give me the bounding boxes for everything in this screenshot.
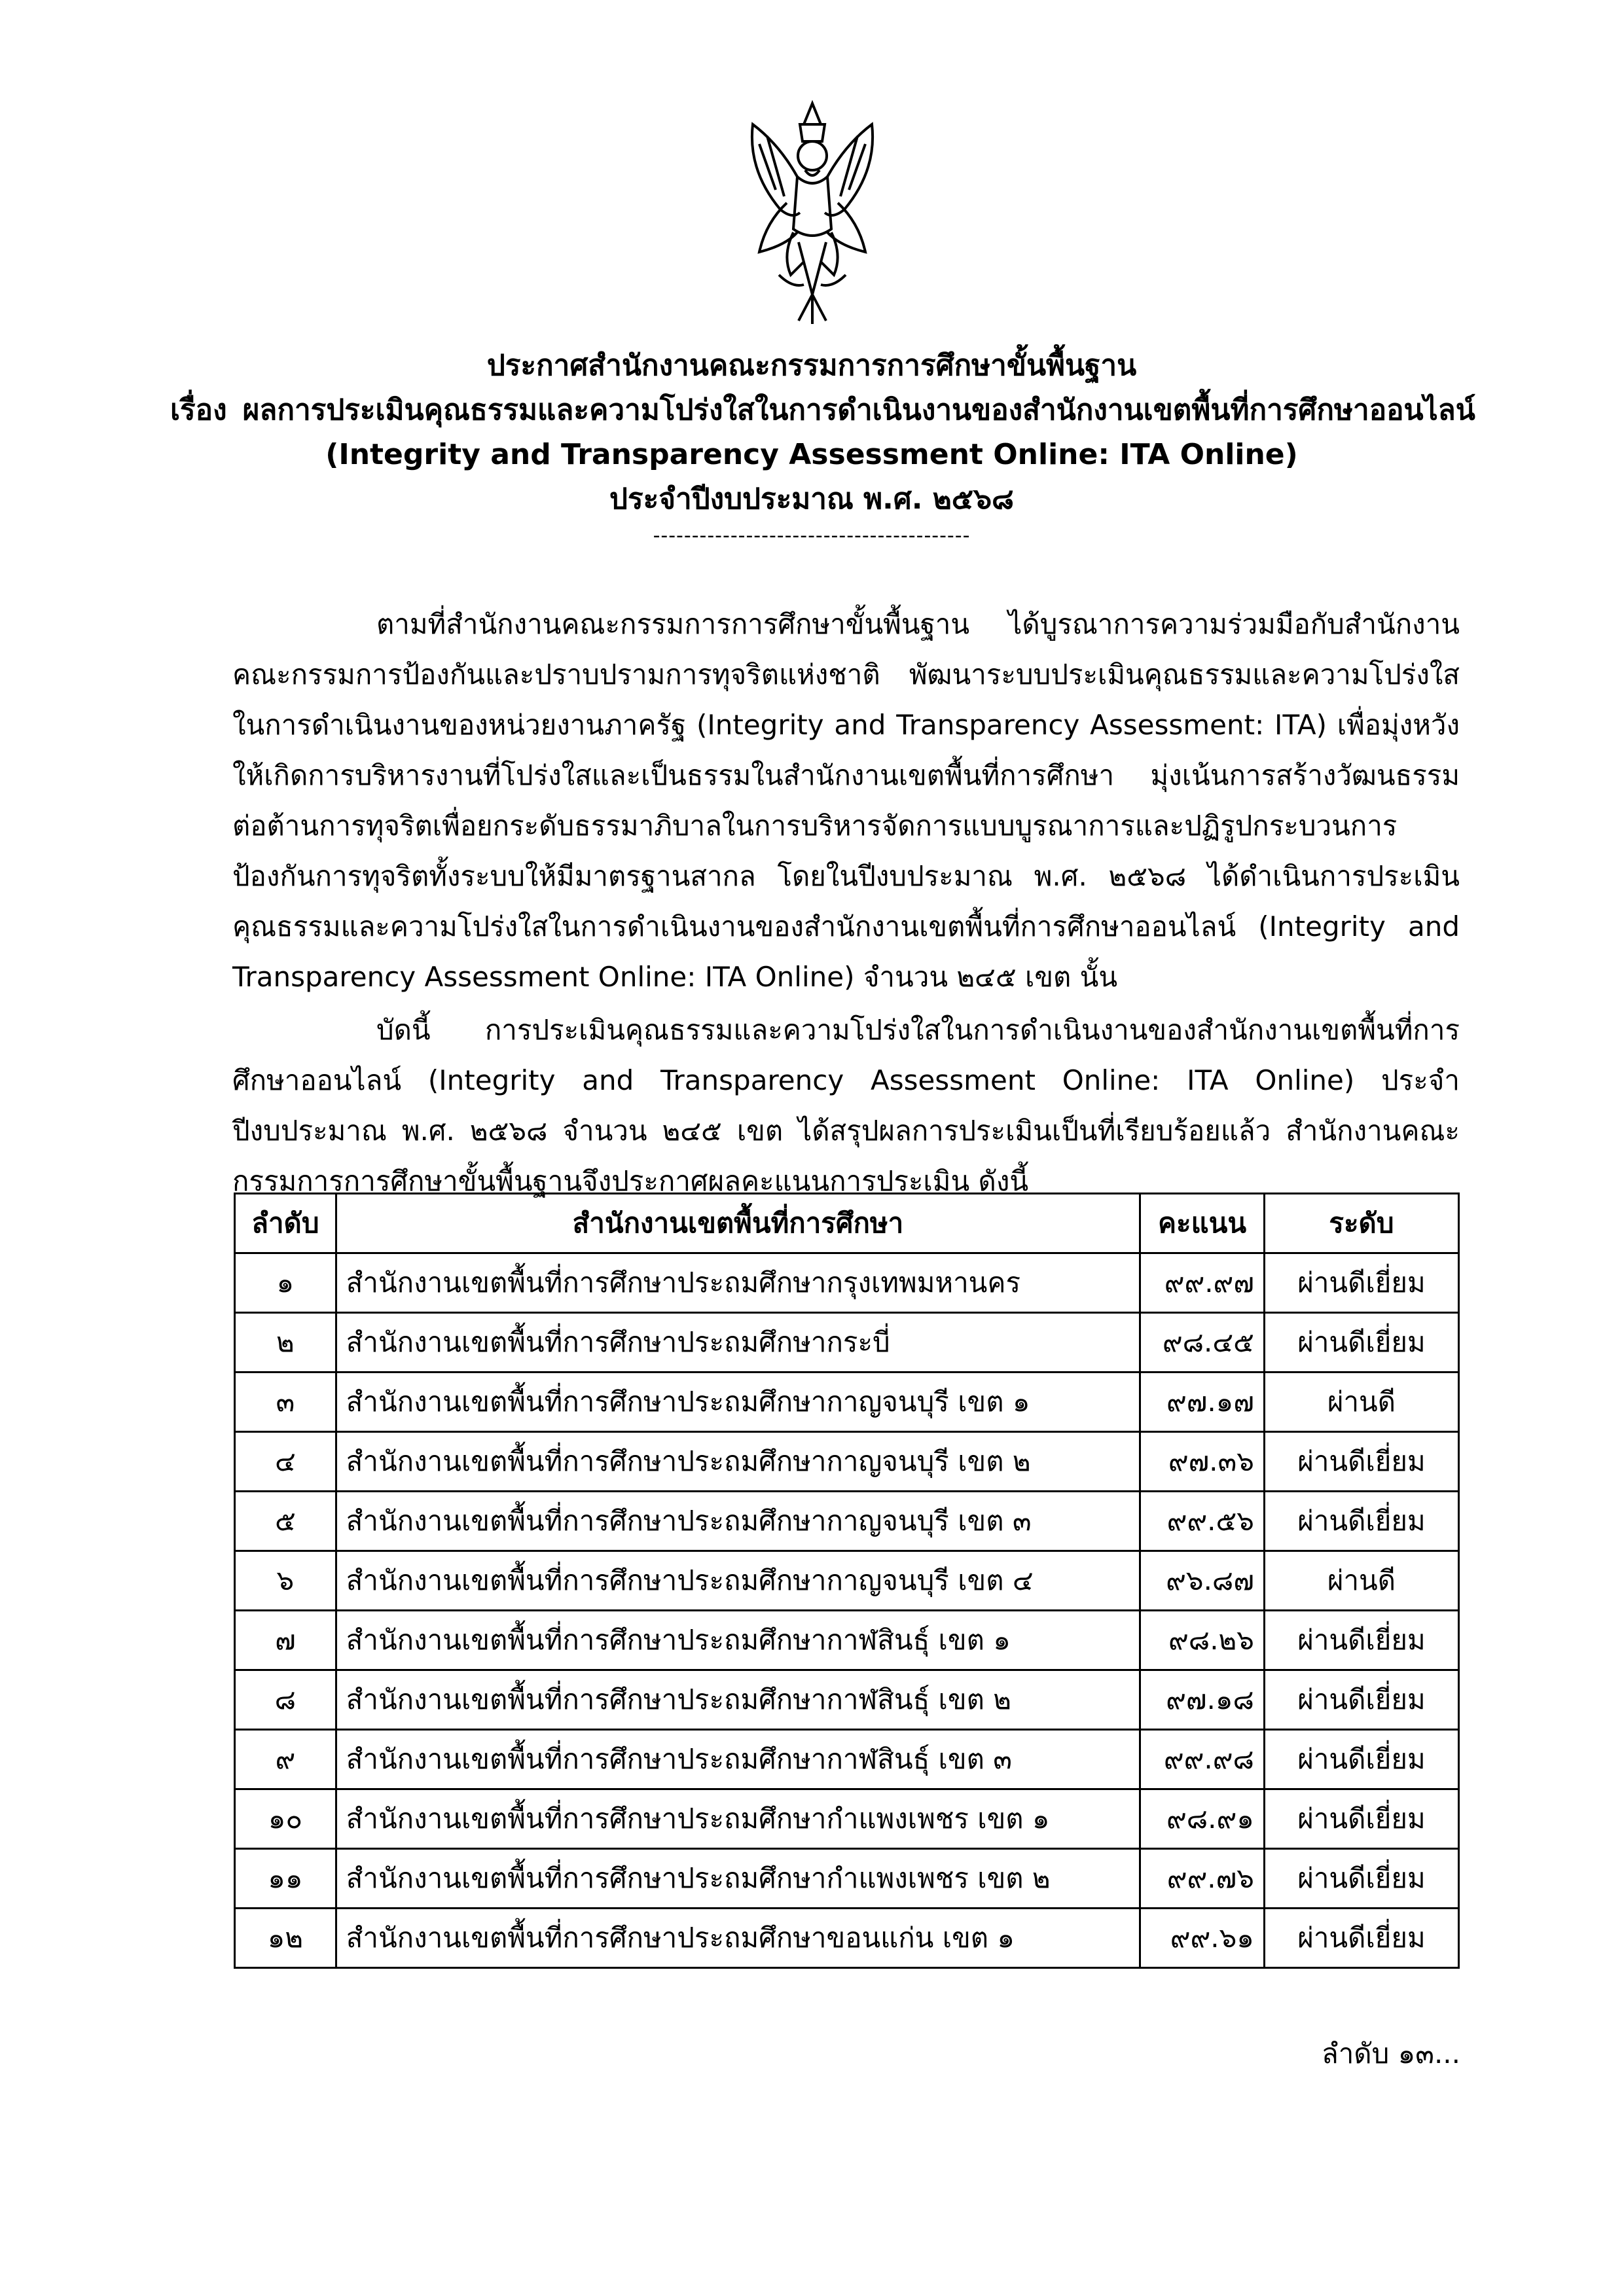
row-organization: สำนักงานเขตพื้นที่การศึกษาประถมศึกษากาญจนบุรี เขต ๔ — [336, 1551, 1140, 1611]
table-row — [235, 1253, 1459, 1313]
row-number: ๕ — [235, 1492, 336, 1551]
table-row — [235, 1909, 1459, 1968]
table-header-row — [235, 1194, 1459, 1253]
header-score: คะแนน — [1140, 1194, 1265, 1253]
row-score: ๙๙.๖๑ — [1140, 1909, 1265, 1968]
row-score: ๙๗.๑๗ — [1140, 1372, 1265, 1432]
row-organization: สำนักงานเขตพื้นที่การศึกษาประถมศึกษากาฬสินธุ์ เขต ๓ — [336, 1730, 1140, 1789]
table-row — [235, 1611, 1459, 1670]
row-score: ๙๙.๗๖ — [1140, 1849, 1265, 1909]
subject-english: (Integrity and Transparency Assessment Online: ITA Online) — [325, 438, 1298, 471]
paragraph-2-text: บัดนี้ การประเมินคุณธรรมและความโปร่งใสในการดำเนินงานของสำนักงานเขตพื้นที่การศึกษาออนไลน์ (Integrity and Transparency Assessment Online: ITA Online) ประจำปีงบประมาณ พ.ศ. ๒๕๖๘ จำนวน ๒๔๕ เขต ได้สรุปผลการประเมินเป็นที่เรียบร้อยแล้ว สำนักงานคณะกรรมการการศึกษาขั้นพื้นฐานจึงประกาศผลคะแนนการประเมิน ดังนี้ — [232, 1014, 1460, 1197]
header-organization: สำนักงานเขตพื้นที่การศึกษา — [336, 1194, 1140, 1253]
garuda-emblem-icon — [740, 98, 885, 327]
results-table — [234, 1193, 1460, 1969]
row-score: ๙๘.๙๑ — [1140, 1789, 1265, 1849]
row-number: ๒ — [235, 1313, 336, 1372]
row-number: ๑๑ — [235, 1849, 336, 1909]
row-organization: สำนักงานเขตพื้นที่การศึกษาประถมศึกษากาฬสินธุ์ เขต ๑ — [336, 1611, 1140, 1670]
row-organization: สำนักงานเขตพื้นที่การศึกษาประถมศึกษากรุงเทพมหานคร — [336, 1253, 1140, 1313]
header-level: ระดับ — [1264, 1194, 1458, 1253]
row-level: ผ่านดีเยี่ยม — [1264, 1909, 1458, 1968]
table-row — [235, 1551, 1459, 1611]
table-row — [235, 1849, 1459, 1909]
subject-label: เรื่อง — [170, 393, 227, 427]
row-number: ๖ — [235, 1551, 336, 1611]
subject-text: ผลการประเมินคุณธรรมและความโปร่งใสในการดำเนินงานของสำนักงานเขตพื้นที่การศึกษาออนไลน์ — [242, 393, 1475, 427]
row-score: ๙๘.๔๕ — [1140, 1313, 1265, 1372]
row-score: ๙๗.๓๖ — [1140, 1432, 1265, 1492]
title-line-1: ประกาศสำนักงานคณะกรรมการการศึกษาขั้นพื้นฐาน — [486, 349, 1137, 382]
row-organization: สำนักงานเขตพื้นที่การศึกษาประถมศึกษากำแพงเพชร เขต ๒ — [336, 1849, 1140, 1909]
announcement-title — [170, 344, 1475, 550]
row-level: ผ่านดีเยี่ยม — [1264, 1492, 1458, 1551]
row-organization: สำนักงานเขตพื้นที่การศึกษาประถมศึกษากระบี่ — [336, 1313, 1140, 1372]
row-level: ผ่านดีเยี่ยม — [1264, 1253, 1458, 1313]
subject-line — [170, 388, 1475, 433]
row-level: ผ่านดี — [1264, 1372, 1458, 1432]
table-row — [235, 1432, 1459, 1492]
row-organization: สำนักงานเขตพื้นที่การศึกษาประถมศึกษากาญจนบุรี เขต ๑ — [336, 1372, 1140, 1432]
row-organization: สำนักงานเขตพื้นที่การศึกษาประถมศึกษากำแพงเพชร เขต ๑ — [336, 1789, 1140, 1849]
row-organization: สำนักงานเขตพื้นที่การศึกษาประถมศึกษากาญจนบุรี เขต ๓ — [336, 1492, 1140, 1551]
row-number: ๙ — [235, 1730, 336, 1789]
row-level: ผ่านดี — [1264, 1551, 1458, 1611]
row-organization: สำนักงานเขตพื้นที่การศึกษาประถมศึกษากาญจนบุรี เขต ๒ — [336, 1432, 1140, 1492]
row-organization: สำนักงานเขตพื้นที่การศึกษาประถมศึกษากาฬสินธุ์ เขต ๒ — [336, 1670, 1140, 1730]
row-number: ๑๐ — [235, 1789, 336, 1849]
row-number: ๑๒ — [235, 1909, 336, 1968]
header-number: ลำดับ — [235, 1194, 336, 1253]
table-row — [235, 1313, 1459, 1372]
row-score: ๙๖.๘๗ — [1140, 1551, 1265, 1611]
row-score: ๙๙.๙๗ — [1140, 1253, 1265, 1313]
title-separator: ----------------------------------------- — [653, 524, 971, 547]
table-row — [235, 1789, 1459, 1849]
paragraph-1 — [232, 599, 1460, 1002]
paragraph-1-text: ตามที่สำนักงานคณะกรรมการการศึกษาขั้นพื้นฐาน ได้บูรณาการความร่วมมือกับสำนักงานคณะกรรมการป้องกันและปราบปรามการทุจริตแห่งชาติ พัฒนาระบบประเมินคุณธรรมและความโปร่งใสในการดำเนินงานของหน่วยงานภาครัฐ (Integrity and Transparency Assessment: ITA) เพื่อมุ่งหวังให้เกิดการบริหารงานที่โปร่งใสและเป็นธรรมในสำนักงานเขตพื้นที่การศึกษา มุ่งเน้นการสร้างวัฒนธรรมต่อต้านการทุจริตเพื่อยกระดับธรรมาภิบาลในการบริหารจัดการแบบบูรณาการและปฏิรูปกระบวนการป้องกันการทุจริตทั้งระบบให้มีมาตรฐานสากล โดยในปีงบประมาณ พ.ศ. ๒๕๖๘ ได้ดำเนินการประเมินคุณธรรมและความโปร่งใสในการดำเนินงานของสำนักงานเขตพื้นที่การศึกษาออนไลน์ (Integrity and Transparency Assessment Online: ITA Online) จำนวน ๒๔๕ เขต นั้น — [232, 608, 1460, 993]
row-score: ๙๙.๕๖ — [1140, 1492, 1265, 1551]
row-level: ผ่านดีเยี่ยม — [1264, 1670, 1458, 1730]
row-number: ๔ — [235, 1432, 336, 1492]
row-number: ๓ — [235, 1372, 336, 1432]
row-score: ๙๗.๑๘ — [1140, 1670, 1265, 1730]
row-score: ๙๘.๒๖ — [1140, 1611, 1265, 1670]
row-score: ๙๙.๙๘ — [1140, 1730, 1265, 1789]
row-level: ผ่านดีเยี่ยม — [1264, 1313, 1458, 1372]
row-level: ผ่านดีเยี่ยม — [1264, 1789, 1458, 1849]
table-row — [235, 1372, 1459, 1432]
row-organization: สำนักงานเขตพื้นที่การศึกษาประถมศึกษาขอนแก่น เขต ๑ — [336, 1909, 1140, 1968]
paragraph-2 — [232, 1005, 1460, 1206]
fiscal-year: ประจำปีงบประมาณ พ.ศ. ๒๕๖๘ — [609, 482, 1014, 516]
table-row — [235, 1492, 1459, 1551]
row-level: ผ่านดีเยี่ยม — [1264, 1611, 1458, 1670]
row-level: ผ่านดีเยี่ยม — [1264, 1849, 1458, 1909]
continuation-note: ลำดับ ๑๓... — [1321, 2037, 1460, 2070]
row-number: ๗ — [235, 1611, 336, 1670]
row-level: ผ่านดีเยี่ยม — [1264, 1730, 1458, 1789]
table-row — [235, 1670, 1459, 1730]
row-level: ผ่านดีเยี่ยม — [1264, 1432, 1458, 1492]
row-number: ๘ — [235, 1670, 336, 1730]
table-row — [235, 1730, 1459, 1789]
row-number: ๑ — [235, 1253, 336, 1313]
